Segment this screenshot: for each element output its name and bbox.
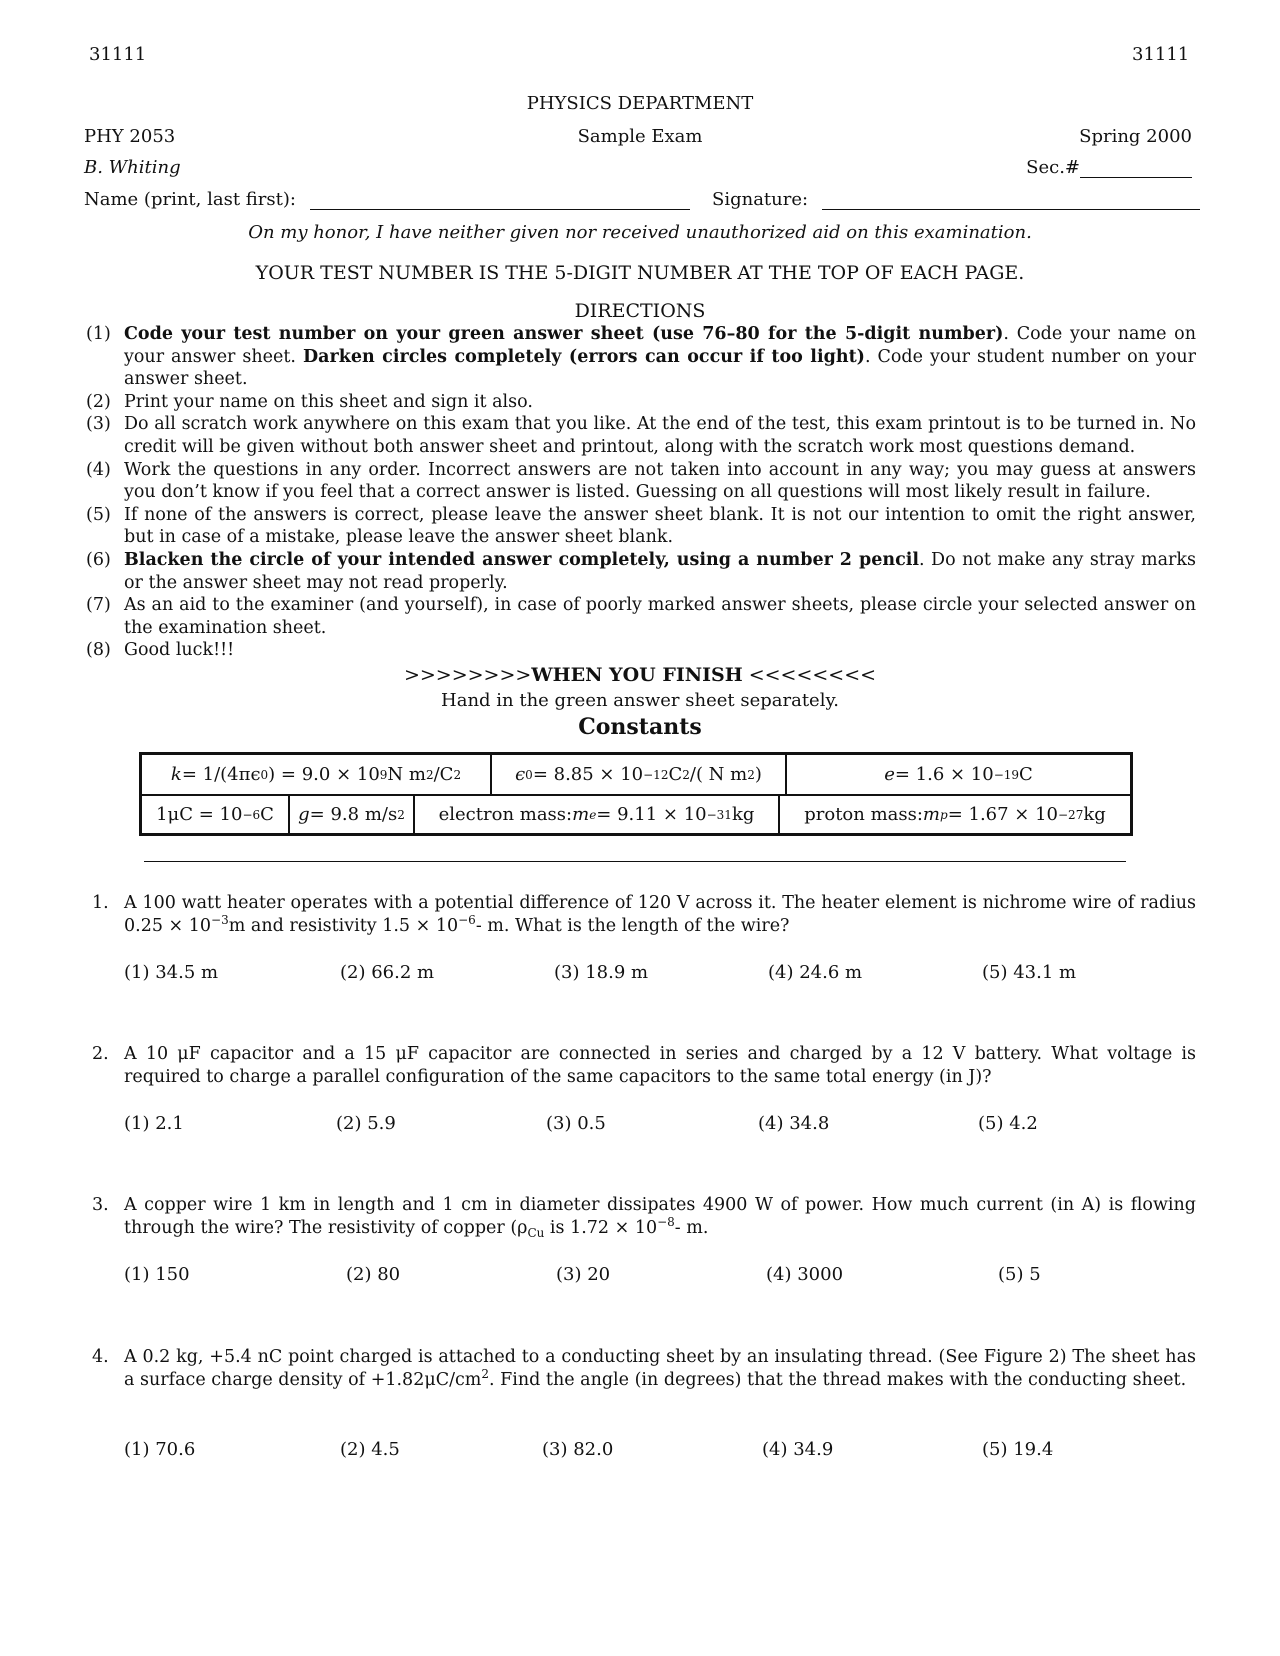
answer-option[interactable]: (5) 5 (998, 1264, 1041, 1285)
answer-option[interactable]: (3) 82.0 (542, 1439, 614, 1460)
answer-option[interactable]: (3) 0.5 (546, 1113, 606, 1134)
answer-option[interactable]: (5) 43.1 m (982, 962, 1077, 983)
answer-option[interactable]: (4) 34.8 (758, 1113, 830, 1134)
finish-note: Hand in the green answer sheet separately. (441, 690, 839, 711)
constant-electron-mass: electron mass: m e = 9.11 × 10 −31 kg (413, 795, 778, 834)
answer-option[interactable]: (1) 2.1 (124, 1113, 184, 1134)
answer-option[interactable]: (2) 5.9 (336, 1113, 396, 1134)
name-field[interactable] (84, 189, 690, 210)
instructor-name: B. Whiting (84, 157, 181, 178)
section-label: Sec.# (1026, 157, 1080, 178)
answer-option[interactable]: (1) 70.6 (124, 1439, 196, 1460)
test-number-right: 31111 (1132, 44, 1190, 65)
question-text: A 100 watt heater operates with a potential difference of 120 V across it. The heater element is nichrome wire of radius $0.25 \times 10^{-3}m$ and resistivity $1.5 \times 10^{-6}-$ m. What is the length of the wire? (124, 893, 1196, 936)
section-field[interactable] (1000, 157, 1192, 178)
test-number-notice: YOUR TEST NUMBER IS THE 5-DIGIT NUMBER AT THE TOP OF EACH PAGE. (255, 262, 1025, 284)
name-line[interactable] (310, 189, 690, 210)
direction-item: (1) Code your test number on your green answer sheet (use 76–80 for the 5-digit number). Code your name on your answer sheet. Darken circles completely (errors can occur if too light). Code your student number on your answer sheet. (86, 324, 1196, 390)
question-3: 3. A copper wire 1 km in length and 1 cm in diameter dissipates 4900 W of power. How much current (in A) is flowing through the wire? The resistivity of copper ($\rho_{Cu}$ is $1.72 \times 10^{-8}-$ m. (92, 1195, 1196, 1240)
signature-label: Signature: (712, 189, 809, 210)
answer-option[interactable]: (4) 24.6 m (768, 962, 863, 983)
constants-title: Constants (578, 714, 702, 740)
name-label: Name (print, last first): (84, 189, 296, 210)
constant-permittivity: ϵ 0 = 8.85 × 10 −12 C 2 /( N m 2 ) (490, 755, 785, 794)
answer-option[interactable]: (2) 4.5 (340, 1439, 400, 1460)
constant-microcoulomb: 1μC = 10 −6 C (156, 804, 274, 825)
answer-option[interactable]: (3) 18.9 m (554, 962, 649, 983)
directions-list (86, 323, 1196, 662)
constant-proton-mass: proton mass: m p = 1.67 × 10 −27 kg (778, 795, 1130, 834)
question-text: A 0.2 kg, +5.4 nC point charged is attached to a conducting sheet by an insulating thread. (See Figure 2) The sheet has a surface charge density of $+1.82\mu C/cm^2$. Find the angle (in degrees) that the thread makes with the conducting sheet. (124, 1347, 1196, 1390)
constants-row (142, 795, 1130, 834)
constant-gravity: g = 9.8 m/s 2 (288, 795, 413, 834)
question-1: 1. A 100 watt heater operates with a potential difference of 120 V across it. The heater element is nichrome wire of radius $0.25 \times 10^{-3}m$ and resistivity $1.5 \times 10^{-6}-$ m. What is the length of the wire? (92, 893, 1196, 936)
direction-item: (4) Work the questions in any order. Incorrect answers are not taken into account in any way; you may guess at answers you don’t know if you feel that a correct answer is listed. Guessing on all questions will most likely result in failure. (86, 459, 1196, 503)
department-title: PHYSICS DEPARTMENT (526, 93, 754, 114)
finish-banner: >>>>>>>>WHEN YOU FINISH <<<<<<<< (403, 664, 877, 686)
test-number-left: 31111 (89, 44, 147, 65)
exam-type: Sample Exam (577, 126, 703, 147)
constants-row (142, 755, 1130, 796)
course-code: PHY 2053 (84, 126, 176, 147)
direction-item: (8) Good luck!!! (86, 640, 235, 661)
direction-item: (5) If none of the answers is correct, please leave the answer sheet blank. It is not our intention to omit the right answer, but in case of a mistake, please leave the answer sheet blank. (86, 504, 1196, 548)
question-4: 4. A 0.2 kg, +5.4 nC point charged is attached to a conducting sheet by an insulating thread. (See Figure 2) The sheet has a surface charge density of $+1.82\mu C/cm^2$. Find the angle (in degrees) that the thread makes with the conducting sheet. (92, 1347, 1196, 1390)
answer-option[interactable]: (2) 80 (346, 1264, 401, 1285)
signature-field[interactable] (712, 189, 1200, 210)
constants-table (139, 752, 1133, 836)
answer-option[interactable]: (1) 34.5 m (124, 962, 219, 983)
answer-option[interactable]: (4) 3000 (766, 1264, 844, 1285)
constant-elementary-charge: e = 1.6 × 10 −19 C (785, 755, 1130, 794)
direction-item: (6) Blacken the circle of your intended answer completely, using a number 2 pencil. Do not make any stray marks or the answer sheet may not read properly. (86, 549, 1197, 593)
honor-statement: On my honor, I have neither given nor received unauthorized aid on this examination. (248, 222, 1032, 243)
directions-title: DIRECTIONS (574, 300, 706, 322)
signature-line[interactable] (822, 189, 1200, 210)
answer-option[interactable]: (5) 19.4 (982, 1439, 1054, 1460)
exam-term: Spring 2000 (1079, 126, 1192, 147)
section-divider (144, 861, 1126, 862)
question-text: A 10 μF capacitor and a 15 μF capacitor are connected in series and charged by a 12 V battery. What voltage is required to charge a parallel configuration of the same capacitors to the same total energy (in J)? (124, 1044, 1196, 1087)
constant-coulomb: k = 1/(4πϵ 0 ) = 9.0 × 10 9 N m 2 /C 2 (170, 764, 462, 785)
answer-option[interactable]: (5) 4.2 (978, 1113, 1038, 1134)
direction-item: (7) As an aid to the examiner (and yourself), in case of poorly marked answer sheets, please circle your selected answer on the examination sheet. (86, 595, 1196, 638)
question-2: 2. A 10 μF capacitor and a 15 μF capacitor are connected in series and charged by a 12 V battery. What voltage is required to charge a parallel configuration of the same capacitors to the same total energy (in J)? (92, 1044, 1196, 1087)
question-text: A copper wire 1 km in length and 1 cm in diameter dissipates 4900 W of power. How much current (in A) is flowing through the wire? The resistivity of copper ($\rho_{Cu}$ is $1.72 \times 10^{-8}-$ m. (124, 1195, 1196, 1240)
answer-option[interactable]: (2) 66.2 m (340, 962, 435, 983)
section-line[interactable] (1080, 157, 1192, 178)
answer-option[interactable]: (4) 34.9 (762, 1439, 834, 1460)
answer-option[interactable]: (3) 20 (556, 1264, 611, 1285)
direction-item: (3) Do all scratch work anywhere on this exam that you like. At the end of the test, this exam printout is to be turned in. No credit will be given without both answer sheet and printout, along with the scratch work most questions demand. (86, 414, 1196, 457)
answer-option[interactable]: (1) 150 (124, 1264, 190, 1285)
direction-item: (2) Print your name on this sheet and sign it also. (86, 391, 533, 412)
